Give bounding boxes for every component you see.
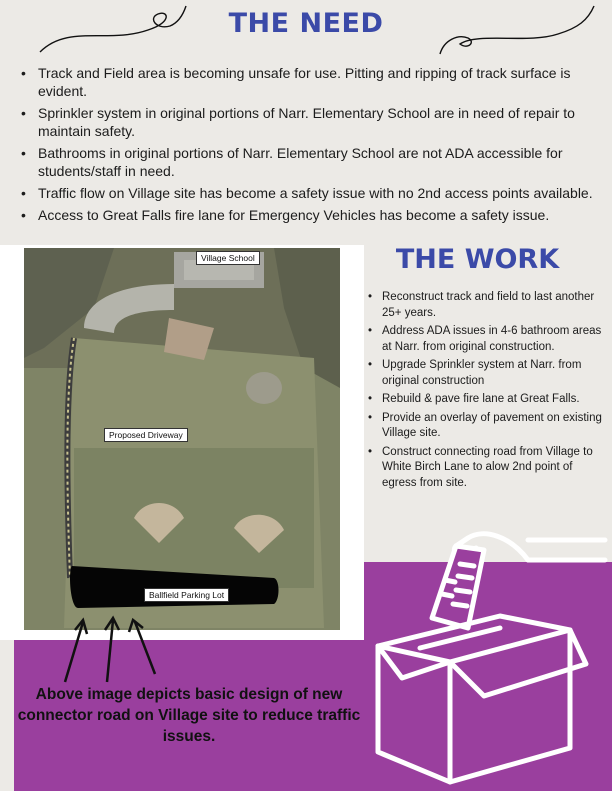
need-title: THE NEED (228, 8, 384, 39)
work-list (366, 290, 610, 494)
work-item-sprinkler: • Upgrade Sprinkler system at Narr. from original construction (366, 358, 610, 389)
map-caption: Above image depicts basic design of new connector road on Village site to reduce traffic issues. (17, 686, 361, 745)
need-item-fire-lane: • Access to Great Falls fire lane for Emergency Vehicles has become a safety issue. (18, 206, 603, 224)
need-list (18, 64, 603, 228)
work-title: THE WORK (395, 244, 560, 275)
village-school-label: Village School (196, 251, 260, 265)
need-item-track: • Track and Field area is becoming unsafe for use. Pitting and ripping of track surface is evident. (18, 64, 603, 100)
need-item-sprinkler: • Sprinkler system in original portions of Narr. Elementary School are in need of repair to maintain safety. (18, 104, 603, 140)
need-item-traffic: • Traffic flow on Village site has become a safety issue with no 2nd access points available. (18, 184, 603, 202)
ballot-box-icon (360, 520, 612, 791)
work-item-connecting-road: • Construct connecting road from Village to White Birch Lane to alow 2nd point of egress from site. (366, 445, 610, 492)
work-item-overlay: • Provide an overlay of pavement on existing Village site. (366, 411, 610, 442)
ballfield-parking-label: Ballfield Parking Lot (144, 588, 229, 602)
work-item-track: • Reconstruct track and field to last another 25+ years. (366, 290, 610, 321)
aerial-map (24, 248, 340, 630)
arrow-up-icon (55, 612, 175, 684)
proposed-driveway-label: Proposed Driveway (104, 428, 188, 442)
work-item-ada: • Address ADA issues in 4-6 bathroom areas at Narr. from original construction. (366, 324, 610, 355)
need-item-bathrooms: • Bathrooms in original portions of Narr. Elementary School are not ADA accessible for students/staff in need. (18, 144, 603, 180)
work-item-fire-lane: • Rebuild & pave fire lane at Great Falls. (366, 392, 610, 408)
